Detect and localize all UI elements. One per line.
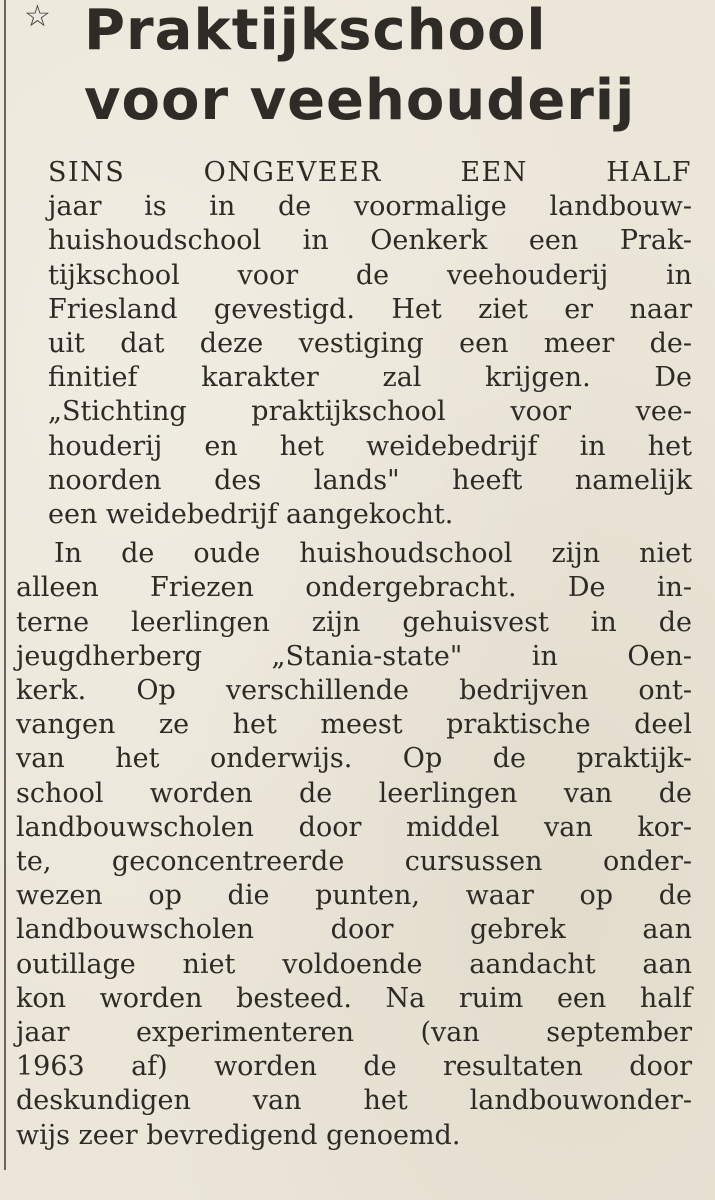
text-line: van het onderwijs. Op de praktijk- [16, 743, 692, 775]
text-line: landbouwscholen door gebrek aan [16, 914, 692, 946]
paragraph [16, 537, 692, 1153]
text-line: huishoudschool in Oenkerk een Prak- [48, 225, 692, 257]
text-line: In de oude huishoudschool zijn niet [54, 538, 692, 570]
text-line: een weidebedrijf aangekocht. [48, 499, 454, 531]
text-line: 1963 af) worden de resultaten door [16, 1051, 692, 1083]
text-line: SINS ONGEVEER EEN HALF [48, 157, 692, 188]
text-line: terne leerlingen zijn gehuisvest in de [16, 606, 692, 638]
star-icon: ☆ [24, 0, 51, 34]
text-line: jaar is in de voormalige landbouw- [48, 191, 692, 223]
text-line: Friesland gevestigd. Het ziet er naar [48, 293, 692, 325]
text-line: kerk. Op verschillende bedrijven ont- [16, 675, 692, 707]
text-line: landbouwscholen door middel van kor- [16, 811, 692, 843]
text-line: deskundigen van het landbouwonder- [16, 1085, 692, 1117]
text-line: school worden de leerlingen van de [16, 777, 692, 809]
text-line: uit dat deze vestiging een meer de- [48, 328, 692, 360]
text-line: houderij en het weidebedrijf in het [48, 430, 692, 462]
text-line: finitief karakter zal krijgen. De [48, 362, 692, 394]
text-line: alleen Friezen ondergebracht. De in- [16, 572, 692, 604]
column-rule [4, 0, 6, 1170]
text-line: tijkschool voor de veehouderij in [48, 259, 692, 291]
article-headline [84, 0, 635, 136]
headline-line: Praktijkschool [84, 0, 547, 63]
paragraph [16, 156, 692, 532]
text-line: outillage niet voldoende aandacht aan [16, 948, 692, 980]
article-body [16, 156, 692, 1153]
headline-line: voor veehouderij [84, 68, 636, 133]
text-line: jeugdherberg „Stania-state" in Oen- [16, 640, 692, 672]
text-line: vangen ze het meest praktische deel [16, 709, 692, 741]
text-line: „Stichting praktijkschool voor vee- [48, 396, 692, 428]
text-line: noorden des lands" heeft namelijk [48, 464, 692, 496]
text-line: wijs zeer bevredigend genoemd. [16, 1119, 461, 1151]
text-line: te, geconcentreerde cursussen onder- [16, 846, 692, 878]
text-line: kon worden besteed. Na ruim een half [16, 982, 692, 1014]
text-line: jaar experimenteren (van september [16, 1017, 692, 1049]
text-line: wezen op die punten, waar op de [16, 880, 692, 912]
